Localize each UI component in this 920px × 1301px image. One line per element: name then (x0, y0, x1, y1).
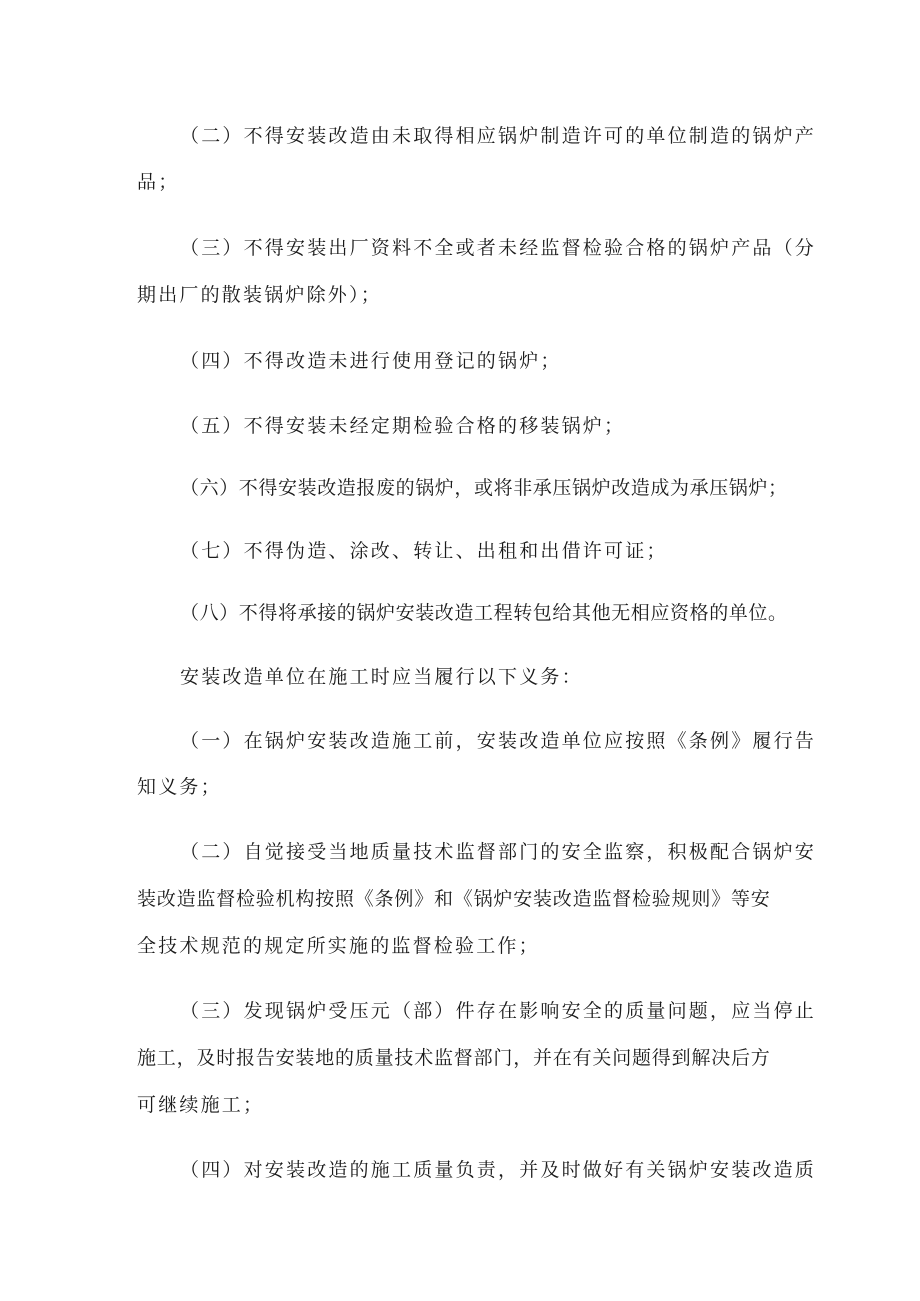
text-line: 安装改造单位在施工时应当履行以下义务： (180, 666, 583, 688)
text-line: 可继续施工； (137, 1094, 265, 1116)
text-line: （二）自觉接受当地质量技术监督部门的安全监察，积极配合锅炉安 (180, 841, 817, 863)
text-line: 知义务； (137, 776, 222, 798)
text-line: 施工，及时报告安装地的质量技术监督部门，并在有关问题得到解决后方 (137, 1047, 771, 1069)
text-line: （八）不得将承接的锅炉安装改造工程转包给其他无相应资格的单位。 (180, 602, 788, 624)
text-line: 装改造监督检验机构按照《条例》和《锅炉安装改造监督检验规则》等安 (137, 888, 771, 910)
text-line: （二）不得安装改造由未取得相应锅炉制造许可的单位制造的锅炉产 (180, 125, 817, 147)
text-line: 期出厂的散装锅炉除外）； (137, 284, 382, 306)
text-line: （三）发现锅炉受压元（部）件存在影响安全的质量问题，应当停止 (180, 1000, 817, 1022)
text-line: （七）不得伪造、涂改、转让、出租和出借许可证； (180, 540, 668, 562)
text-line: （六）不得安装改造报废的锅炉，或将非承压锅炉改造成为承压锅炉； (180, 477, 788, 499)
text-line: （一）在锅炉安装改造施工前，安装改造单位应按照《条例》履行告 (180, 730, 817, 752)
text-line: （四）对安装改造的施工质量负责，并及时做好有关锅炉安装改造质 (180, 1159, 817, 1181)
text-line: （三）不得安装出厂资料不全或者未经监督检验合格的锅炉产品（分 (180, 237, 817, 259)
text-line: （四）不得改造未进行使用登记的锅炉； (180, 350, 562, 372)
text-line: （五）不得安装未经定期检验合格的移装锅炉； (180, 415, 626, 437)
text-line: 全技术规范的规定所实施的监督检验工作； (137, 935, 540, 957)
text-line: 品； (137, 171, 180, 193)
